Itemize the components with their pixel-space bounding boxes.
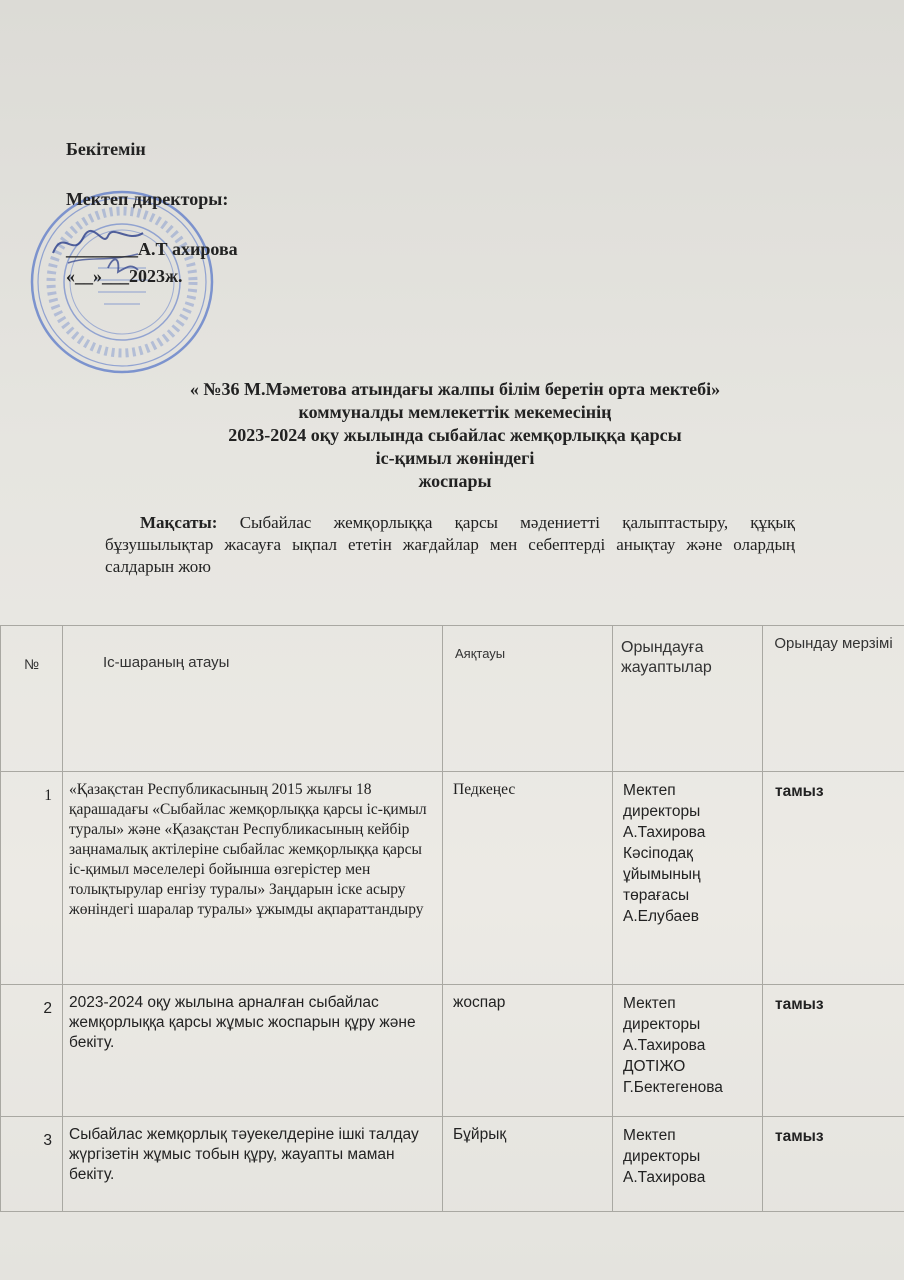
row-deadline: тамыз — [763, 1117, 904, 1212]
row-form: Бұйрық — [443, 1117, 613, 1212]
table-header-row — [1, 626, 904, 772]
header-responsible: Орындауға жауаптылар — [613, 626, 763, 772]
row-deadline: тамыз — [763, 772, 904, 985]
table-row — [1, 985, 904, 1117]
header-num: № — [1, 626, 63, 772]
row-responsible: Мектеп директоры А.Тахирова Кәсіподақ ұйымының төрағасы А.Елубаев — [613, 772, 763, 985]
purpose-text: Сыбайлас жемқорлыққа қарсы мәдениетті қалыптастыру, құқық бұзушылықтар жасауға ықпал ететін жағдайлар мен себептерді анықтау және олардың салдарын жою — [105, 513, 796, 576]
header-form: Аяқтауы — [443, 626, 613, 772]
header-name: Іс-шараның атауы — [63, 626, 443, 772]
title-line-5: жоспары — [418, 471, 492, 491]
title-line-1: « №36 М.Мәметова атындағы жалпы білім беретін орта мектебі» — [189, 379, 721, 399]
row-num: 2 — [1, 985, 63, 1117]
title-line-2: коммуналды мемлекеттік мекемесінің — [298, 402, 612, 422]
table-row — [1, 772, 904, 985]
table-row — [1, 1117, 904, 1212]
row-name: 2023-2024 оқу жылына арналған сыбайлас жемқорлыққа қарсы жұмыс жоспарын құру және бекіту. — [63, 985, 443, 1117]
action-plan-table — [0, 625, 904, 1212]
row-name: Сыбайлас жемқорлық тәуекелдеріне ішкі талдау жүргізетін жұмыс тобын құру, жауапты маман бекіту. — [63, 1117, 443, 1212]
director-name: ________А.Т ахирова — [66, 239, 238, 259]
row-responsible: Мектеп директоры А.Тахирова — [613, 1117, 763, 1212]
purpose-paragraph — [105, 512, 795, 578]
row-num: 1 — [1, 772, 63, 985]
title-line-4: іс-қимыл жөніндегі — [375, 448, 535, 468]
row-deadline: тамыз — [763, 985, 904, 1117]
approval-date: «__»___2023ж. — [66, 266, 183, 286]
row-form: Педкеңес — [443, 772, 613, 985]
title-line-3: 2023-2024 оқу жылында сыбайлас жемқорлыққа қарсы — [228, 425, 682, 445]
approve-label: Бекітемін — [66, 139, 146, 159]
row-name: «Қазақстан Республикасының 2015 жылғы 18 қарашадағы «Сыбайлас жемқорлыққа қарсы іс-қимыл туралы» және «Қазақстан Республикасының кейбір заңнамалық актілеріне сыбайлас жемқорлыққа қарсы іс-қимыл мәселелері бойынша өзгерістер мен толықтырулар енгізу туралы» Заңдарын іске асыру жөніндегі шаралар туралы» ұжымды ақпараттандыру — [63, 772, 443, 985]
purpose-label: Мақсаты: — [140, 513, 218, 532]
header-deadline: Орындау мерзімі — [763, 626, 904, 772]
row-responsible: Мектеп директоры А.Тахирова ДОТІЖО Г.Бектегенова — [613, 985, 763, 1117]
director-title: Мектеп директоры: — [66, 189, 229, 209]
row-num: 3 — [1, 1117, 63, 1212]
document-title — [70, 378, 840, 493]
row-form: жоспар — [443, 985, 613, 1117]
